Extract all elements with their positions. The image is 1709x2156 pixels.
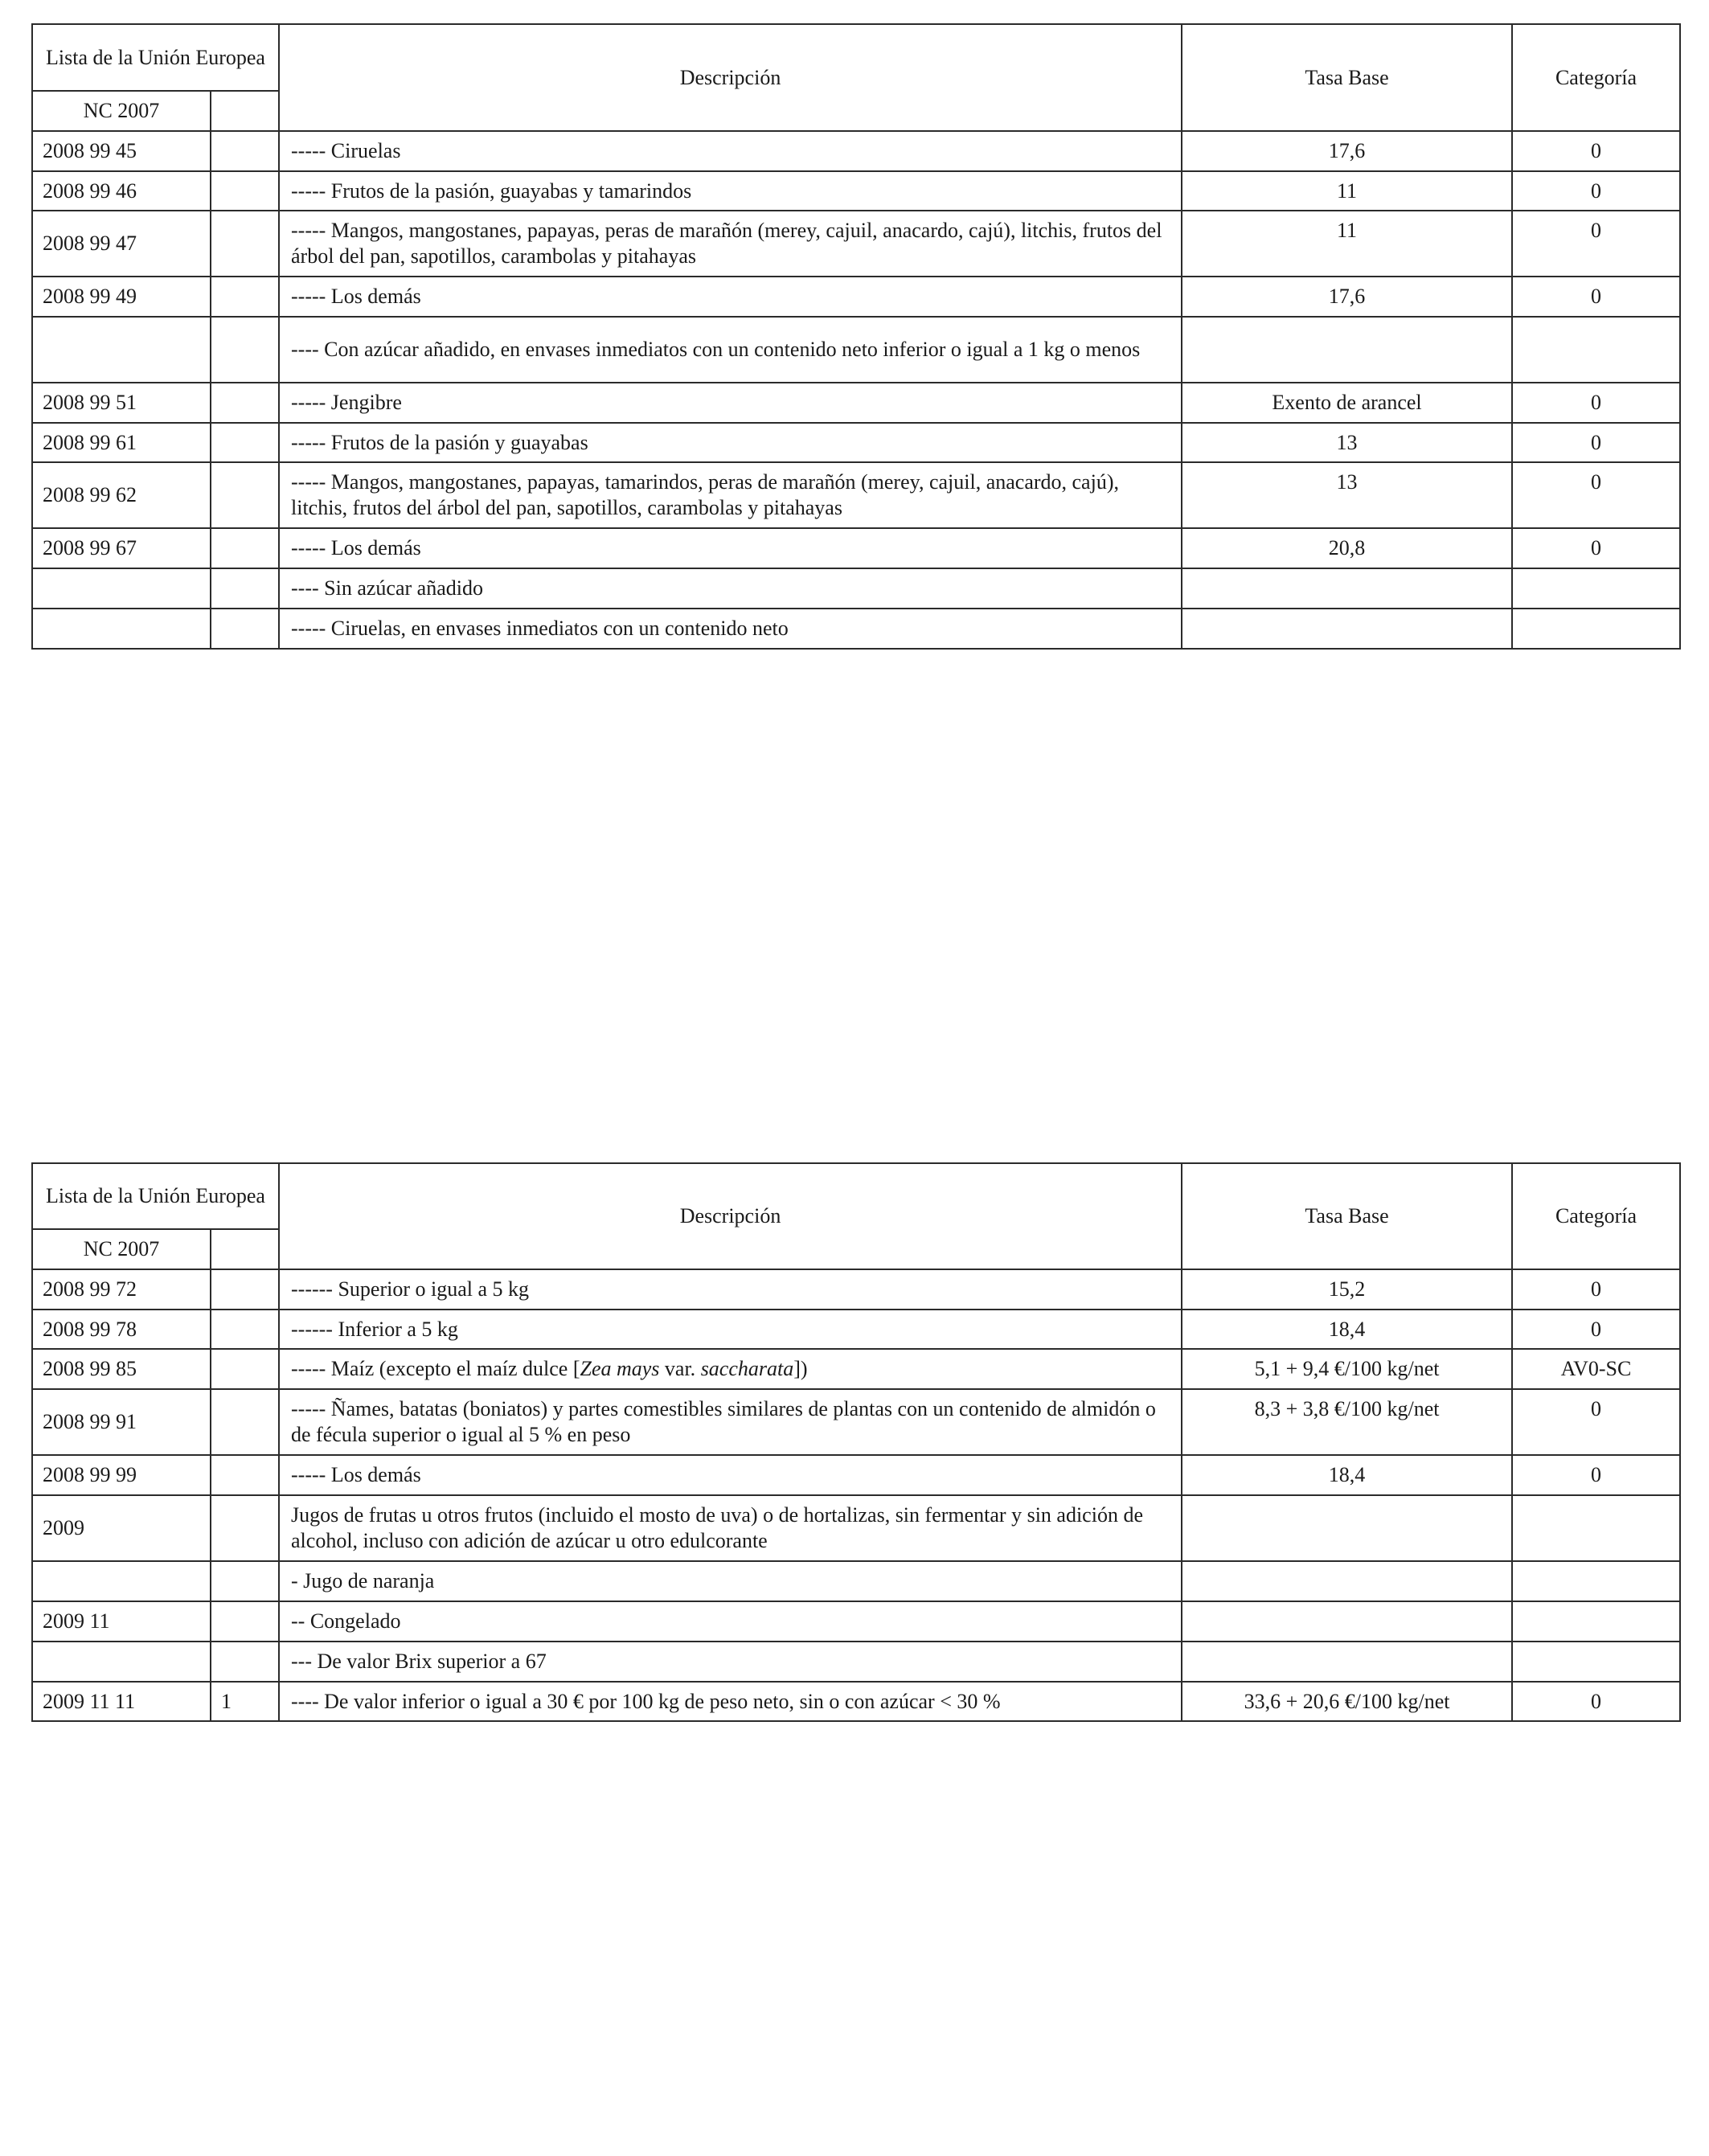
table-row — [32, 423, 1680, 462]
description-text: var. — [659, 1357, 701, 1380]
base-rate-cell — [1182, 609, 1512, 649]
category-cell: 0 — [1512, 171, 1680, 211]
table-row — [32, 1561, 1680, 1601]
nc-code: 2008 99 91 — [32, 1389, 211, 1455]
nc-code: 2008 99 47 — [32, 211, 211, 277]
description-cell: ----- Frutos de la pasión, guayabas y tamarindos — [279, 171, 1182, 211]
category-cell: 0 — [1512, 528, 1680, 568]
header-descripcion: Descripción — [279, 24, 1182, 131]
header-empty-cell — [211, 1229, 279, 1269]
nc-code: 2009 — [32, 1495, 211, 1561]
nc-code: 2008 99 45 — [32, 131, 211, 171]
note-cell — [211, 423, 279, 462]
header-empty-cell — [211, 91, 279, 131]
header-categoria: Categoría — [1512, 24, 1680, 131]
note-cell — [211, 568, 279, 609]
note-cell — [211, 1389, 279, 1455]
description-text: ----- Maíz (excepto el maíz dulce [ — [291, 1357, 580, 1380]
category-cell — [1512, 317, 1680, 383]
header-tasa-base: Tasa Base — [1182, 1163, 1512, 1269]
base-rate-cell: 17,6 — [1182, 277, 1512, 317]
table-row — [32, 1682, 1680, 1721]
description-cell — [279, 1349, 1182, 1389]
base-rate-cell: 15,2 — [1182, 1269, 1512, 1310]
base-rate-cell — [1182, 568, 1512, 609]
nc-code: 2008 99 99 — [32, 1455, 211, 1495]
category-cell: AV0-SC — [1512, 1349, 1680, 1389]
base-rate-cell: Exento de arancel — [1182, 383, 1512, 423]
base-rate-cell — [1182, 1642, 1512, 1682]
base-rate-cell — [1182, 1561, 1512, 1601]
nc-code — [32, 1642, 211, 1682]
description-cell: Jugos de frutas u otros frutos (incluido el mosto de uva) o de hortalizas, sin fermentar y sin adición de alcohol, incluso con adición de azúcar u otro edulcorante — [279, 1495, 1182, 1561]
nc-code: 2008 99 78 — [32, 1310, 211, 1349]
base-rate-cell: 11 — [1182, 211, 1512, 277]
header-list-union-europea: Lista de la Unión Europea — [32, 24, 279, 91]
nc-code: 2009 11 — [32, 1601, 211, 1642]
nc-code: 2008 99 85 — [32, 1349, 211, 1389]
nc-code: 2008 99 62 — [32, 462, 211, 528]
base-rate-cell: 13 — [1182, 462, 1512, 528]
base-rate-cell: 5,1 + 9,4 €/100 kg/net — [1182, 1349, 1512, 1389]
note-cell — [211, 131, 279, 171]
note-cell — [211, 317, 279, 383]
category-cell: 0 — [1512, 1682, 1680, 1721]
category-cell: 0 — [1512, 1389, 1680, 1455]
nc-code: 2008 99 49 — [32, 277, 211, 317]
description-cell: ---- De valor inferior o igual a 30 € por 100 kg de peso neto, sin o con azúcar < 30 % — [279, 1682, 1182, 1721]
nc-code: 2008 99 72 — [32, 1269, 211, 1310]
category-cell: 0 — [1512, 1455, 1680, 1495]
table-row — [32, 1601, 1680, 1642]
base-rate-cell: 11 — [1182, 171, 1512, 211]
description-cell: ---- Con azúcar añadido, en envases inmediatos con un contenido neto inferior o igual a 1 kg o menos — [279, 317, 1182, 383]
base-rate-cell: 13 — [1182, 423, 1512, 462]
table-row — [32, 171, 1680, 211]
table-row — [32, 1310, 1680, 1349]
table-row — [32, 1349, 1680, 1389]
table-row — [32, 1642, 1680, 1682]
description-cell: ----- Los demás — [279, 528, 1182, 568]
scientific-name-genus: Zea mays — [580, 1357, 660, 1380]
note-cell — [211, 528, 279, 568]
note-cell — [211, 1495, 279, 1561]
table-row — [32, 1495, 1680, 1561]
category-cell — [1512, 1495, 1680, 1561]
table-row — [32, 1389, 1680, 1455]
table-row — [32, 462, 1680, 528]
category-cell: 0 — [1512, 462, 1680, 528]
category-cell — [1512, 1601, 1680, 1642]
tariff-table-2 — [31, 1162, 1681, 1722]
base-rate-cell: 20,8 — [1182, 528, 1512, 568]
description-cell: ----- Los demás — [279, 1455, 1182, 1495]
description-cell: --- De valor Brix superior a 67 — [279, 1642, 1182, 1682]
header-nc-2007: NC 2007 — [32, 1229, 211, 1269]
category-cell: 0 — [1512, 277, 1680, 317]
header-categoria: Categoría — [1512, 1163, 1680, 1269]
note-cell — [211, 1561, 279, 1601]
base-rate-cell — [1182, 1495, 1512, 1561]
note-cell — [211, 277, 279, 317]
category-cell — [1512, 609, 1680, 649]
category-cell — [1512, 568, 1680, 609]
base-rate-cell: 17,6 — [1182, 131, 1512, 171]
note-cell — [211, 462, 279, 528]
table-row — [32, 383, 1680, 423]
category-cell: 0 — [1512, 423, 1680, 462]
note-cell — [211, 1349, 279, 1389]
description-cell: ------ Inferior a 5 kg — [279, 1310, 1182, 1349]
category-cell: 0 — [1512, 1269, 1680, 1310]
category-cell: 0 — [1512, 1310, 1680, 1349]
description-cell: ----- Ciruelas — [279, 131, 1182, 171]
description-cell: ----- Mangos, mangostanes, papayas, peras de marañón (merey, cajuil, anacardo, cajú), litchis, frutos del árbol del pan, sapotillos, carambolas y pitahayas — [279, 211, 1182, 277]
nc-code — [32, 568, 211, 609]
table-row — [32, 277, 1680, 317]
category-cell — [1512, 1561, 1680, 1601]
nc-code — [32, 609, 211, 649]
table-row — [32, 211, 1680, 277]
nc-code: 2008 99 67 — [32, 528, 211, 568]
note-cell — [211, 383, 279, 423]
base-rate-cell: 18,4 — [1182, 1310, 1512, 1349]
category-cell — [1512, 1642, 1680, 1682]
base-rate-cell: 33,6 + 20,6 €/100 kg/net — [1182, 1682, 1512, 1721]
description-cell: ----- Ciruelas, en envases inmediatos con un contenido neto — [279, 609, 1182, 649]
nc-code: 2009 11 11 — [32, 1682, 211, 1721]
table-row — [32, 528, 1680, 568]
scientific-name-variety: saccharata — [700, 1357, 794, 1380]
table-row — [32, 609, 1680, 649]
table-row — [32, 317, 1680, 383]
description-cell: ---- Sin azúcar añadido — [279, 568, 1182, 609]
description-cell: -- Congelado — [279, 1601, 1182, 1642]
table-row — [32, 568, 1680, 609]
base-rate-cell: 8,3 + 3,8 €/100 kg/net — [1182, 1389, 1512, 1455]
note-cell — [211, 1642, 279, 1682]
note-cell — [211, 171, 279, 211]
nc-code: 2008 99 46 — [32, 171, 211, 211]
note-cell: 1 — [211, 1682, 279, 1721]
description-cell: ------ Superior o igual a 5 kg — [279, 1269, 1182, 1310]
note-cell — [211, 609, 279, 649]
description-cell: ----- Los demás — [279, 277, 1182, 317]
description-cell: ----- Ñames, batatas (boniatos) y partes comestibles similares de plantas con un contenido de almidón o de fécula superior o igual al 5 % en peso — [279, 1389, 1182, 1455]
note-cell — [211, 1601, 279, 1642]
base-rate-cell — [1182, 317, 1512, 383]
base-rate-cell: 18,4 — [1182, 1455, 1512, 1495]
note-cell — [211, 1269, 279, 1310]
nc-code: 2008 99 51 — [32, 383, 211, 423]
header-tasa-base: Tasa Base — [1182, 24, 1512, 131]
description-text: ]) — [793, 1357, 808, 1380]
description-cell: ----- Frutos de la pasión y guayabas — [279, 423, 1182, 462]
note-cell — [211, 1310, 279, 1349]
tariff-table-1 — [31, 23, 1681, 650]
table-row — [32, 131, 1680, 171]
note-cell — [211, 211, 279, 277]
header-descripcion: Descripción — [279, 1163, 1182, 1269]
description-cell: - Jugo de naranja — [279, 1561, 1182, 1601]
nc-code: 2008 99 61 — [32, 423, 211, 462]
nc-code — [32, 1561, 211, 1601]
category-cell: 0 — [1512, 211, 1680, 277]
description-cell: ----- Mangos, mangostanes, papayas, tamarindos, peras de marañón (merey, cajuil, anacardo, cajú), litchis, frutos del árbol del pan, sapotillos, carambolas y pitahayas — [279, 462, 1182, 528]
table-row — [32, 1269, 1680, 1310]
table-row — [32, 1455, 1680, 1495]
base-rate-cell — [1182, 1601, 1512, 1642]
category-cell: 0 — [1512, 131, 1680, 171]
note-cell — [211, 1455, 279, 1495]
nc-code — [32, 317, 211, 383]
header-nc-2007: NC 2007 — [32, 91, 211, 131]
header-list-union-europea: Lista de la Unión Europea — [32, 1163, 279, 1229]
category-cell: 0 — [1512, 383, 1680, 423]
description-cell: ----- Jengibre — [279, 383, 1182, 423]
